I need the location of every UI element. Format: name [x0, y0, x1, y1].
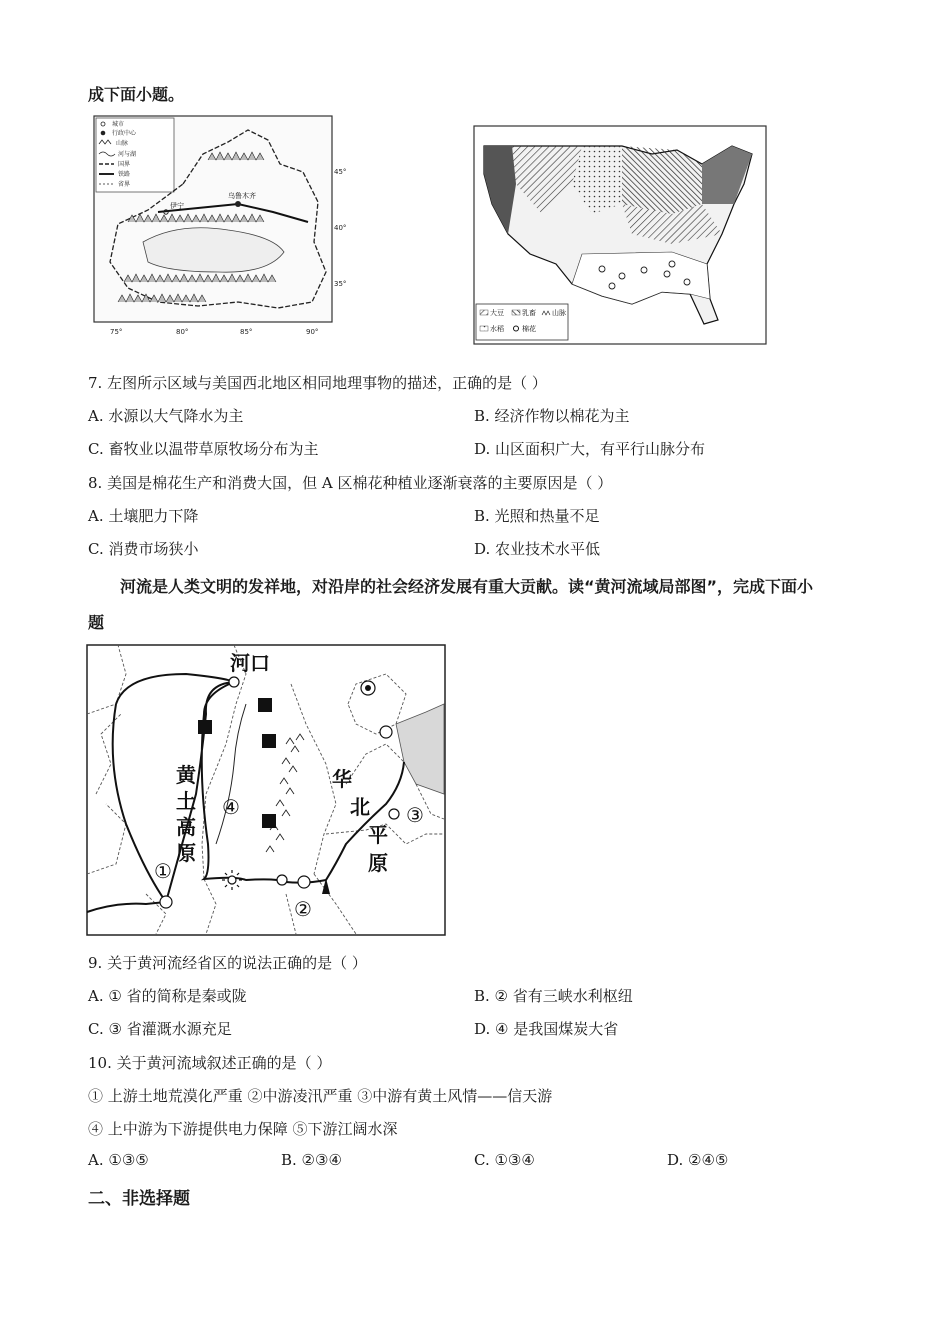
legend-item: 城市 — [112, 121, 125, 128]
question-7-option-b[interactable]: B. 经济作物以棉花为主 — [474, 407, 630, 425]
legend-item: 省界 — [118, 181, 131, 188]
question-10-option-d[interactable]: D. ②④⑤ — [667, 1151, 729, 1169]
plain-char: 北 — [350, 795, 370, 819]
question-10-statements-1: ① 上游土地荒漠化严重 ②中游凌汛严重 ③中游有黄土风情——信天游 — [88, 1087, 553, 1105]
question-7-option-a[interactable]: A. 水源以大气降水为主 — [88, 407, 244, 425]
legend-item: 乳畜 — [522, 309, 536, 317]
lat-label: 35° — [334, 280, 347, 288]
legend-item: 山脉 — [116, 140, 129, 147]
usa-agriculture-map — [472, 124, 768, 346]
marker-1: ① — [154, 859, 172, 883]
legend-item: 大豆 — [490, 309, 504, 317]
loess-char: 黄 — [176, 763, 196, 787]
legend-item: 河与湖 — [118, 151, 137, 158]
passage-line-1: 河流是人类文明的发祥地，对沿岸的社会经济发展有重大贡献。读“黄河流域局部图”，完成下面小 — [120, 577, 814, 596]
question-8-option-a[interactable]: A. 土壤肥力下降 — [88, 507, 199, 525]
question-10-option-c[interactable]: C. ①③④ — [474, 1151, 535, 1169]
intro-text: 成下面小题。 — [88, 85, 185, 104]
legend-item: 国界 — [118, 161, 131, 168]
marker-2: ② — [294, 897, 312, 921]
lon-label: 80° — [176, 328, 189, 336]
legend-item: 行政中心 — [112, 130, 137, 137]
section-2-heading: 二、非选择题 — [88, 1189, 190, 1209]
plain-char: 原 — [368, 851, 388, 875]
question-10-statements-2: ④ 上中游为下游提供电力保障 ⑤下游江阔水深 — [88, 1120, 398, 1138]
question-9-stem: 9. 关于黄河流经省区的说法正确的是（ ） — [88, 954, 367, 972]
question-8-option-d[interactable]: D. 农业技术水平低 — [474, 540, 601, 558]
question-9-option-b[interactable]: B. ② 省有三峡水利枢纽 — [474, 987, 633, 1005]
loess-char: 土 — [176, 789, 196, 813]
legend-item: 山脉 — [552, 309, 566, 317]
lon-label: 75° — [110, 328, 123, 336]
lat-label: 40° — [334, 224, 347, 232]
city-label: 伊宁 — [170, 202, 184, 210]
question-7-option-c[interactable]: C. 畜牧业以温带草原牧场分布为主 — [88, 440, 319, 458]
question-10-stem: 10. 关于黄河流域叙述正确的是（ ） — [88, 1054, 332, 1072]
question-7-stem: 7. 左图所示区域与美国西北地区相同地理事物的描述，正确的是（ ） — [88, 374, 547, 392]
legend-item: 铁路 — [118, 171, 131, 178]
plain-char: 华 — [332, 767, 352, 791]
question-9-option-a[interactable]: A. ① 省的简称是秦或陇 — [88, 987, 247, 1005]
question-8-option-b[interactable]: B. 光照和热量不足 — [474, 507, 600, 525]
marker-3: ③ — [406, 803, 424, 827]
marker-4: ④ — [222, 795, 240, 819]
lat-label: 45° — [334, 168, 347, 176]
question-9-option-d[interactable]: D. ④ 是我国煤炭大省 — [474, 1020, 619, 1038]
loess-char: 原 — [176, 841, 196, 865]
plain-char: 平 — [368, 823, 388, 847]
lon-label: 90° — [306, 328, 319, 336]
loess-char: 高 — [176, 815, 196, 839]
yellow-river-map — [86, 644, 448, 938]
legend-item: 棉花 — [522, 325, 536, 333]
xinjiang-map — [88, 112, 347, 344]
lon-label: 85° — [240, 328, 253, 336]
sun-icon — [222, 870, 242, 890]
question-7-option-d[interactable]: D. 山区面积广大，有平行山脉分布 — [474, 440, 706, 458]
question-8-stem: 8. 美国是棉花生产和消费大国，但 A 区棉花种植业逐渐衰落的主要原因是（ ） — [88, 474, 613, 492]
question-10-option-a[interactable]: A. ①③⑤ — [88, 1151, 149, 1169]
hekou-label: 河口 — [230, 651, 270, 675]
city-label: 乌鲁木齐 — [228, 192, 256, 200]
legend-item: 水稻 — [490, 325, 504, 333]
passage-line-2: 题 — [88, 613, 105, 632]
question-10-option-b[interactable]: B. ②③④ — [281, 1151, 342, 1169]
question-8-option-c[interactable]: C. 消费市场狭小 — [88, 540, 199, 558]
question-9-option-c[interactable]: C. ③ 省灌溉水源充足 — [88, 1020, 232, 1038]
